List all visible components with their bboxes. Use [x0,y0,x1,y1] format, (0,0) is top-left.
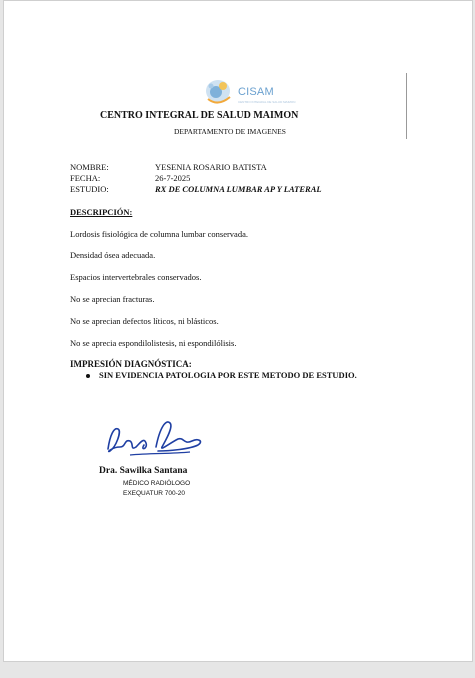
study-value: RX DE COLUMNA LUMBAR AP Y LATERAL [155,184,322,194]
department-title: DEPARTAMENTO DE IMAGENES [174,127,286,136]
impression-item: SIN EVIDENCIA PATOLOGIA POR ESTE METODO DE ESTUDIO. [99,370,357,380]
bullet-icon [86,374,90,378]
page-margin-line [406,73,407,139]
document-page [3,0,473,662]
name-label: NOMBRE: [70,162,109,172]
date-value: 26-7-2025 [155,173,191,183]
description-heading: DESCRIPCIÓN: [70,207,133,217]
finding-item: No se aprecian fracturas. [70,294,155,304]
finding-item: No se aprecian defectos líticos, ni blásticos. [70,316,219,326]
finding-item: Lordosis fisiológica de columna lumbar conservada. [70,229,248,239]
signature-name: Dra. Sawilka Santana [99,466,188,476]
date-label: FECHA: [70,173,101,183]
signature-role: MÉDICO RADIÓLOGO [123,480,191,487]
logo-subtext: CENTRO INTEGRAL DE SALUD MAIMON [238,100,296,104]
name-value: YESENIA ROSARIO BATISTA [155,162,267,172]
finding-item: Espacios intervertebrales conservados. [70,272,202,282]
impression-heading: IMPRESIÓN DIAGNÓSTICA: [70,359,192,369]
signature-exequatur: EXEQUATUR 700-20 [123,490,186,497]
handwritten-signature [100,417,208,463]
study-label: ESTUDIO: [70,184,109,194]
logo-wordmark: CISAM [238,86,274,98]
finding-item: Densidad ósea adecuada. [70,250,156,260]
center-title: CENTRO INTEGRAL DE SALUD MAIMON [100,110,299,121]
finding-item: No se aprecia espondilolistesis, ni espondilólisis. [70,338,237,348]
